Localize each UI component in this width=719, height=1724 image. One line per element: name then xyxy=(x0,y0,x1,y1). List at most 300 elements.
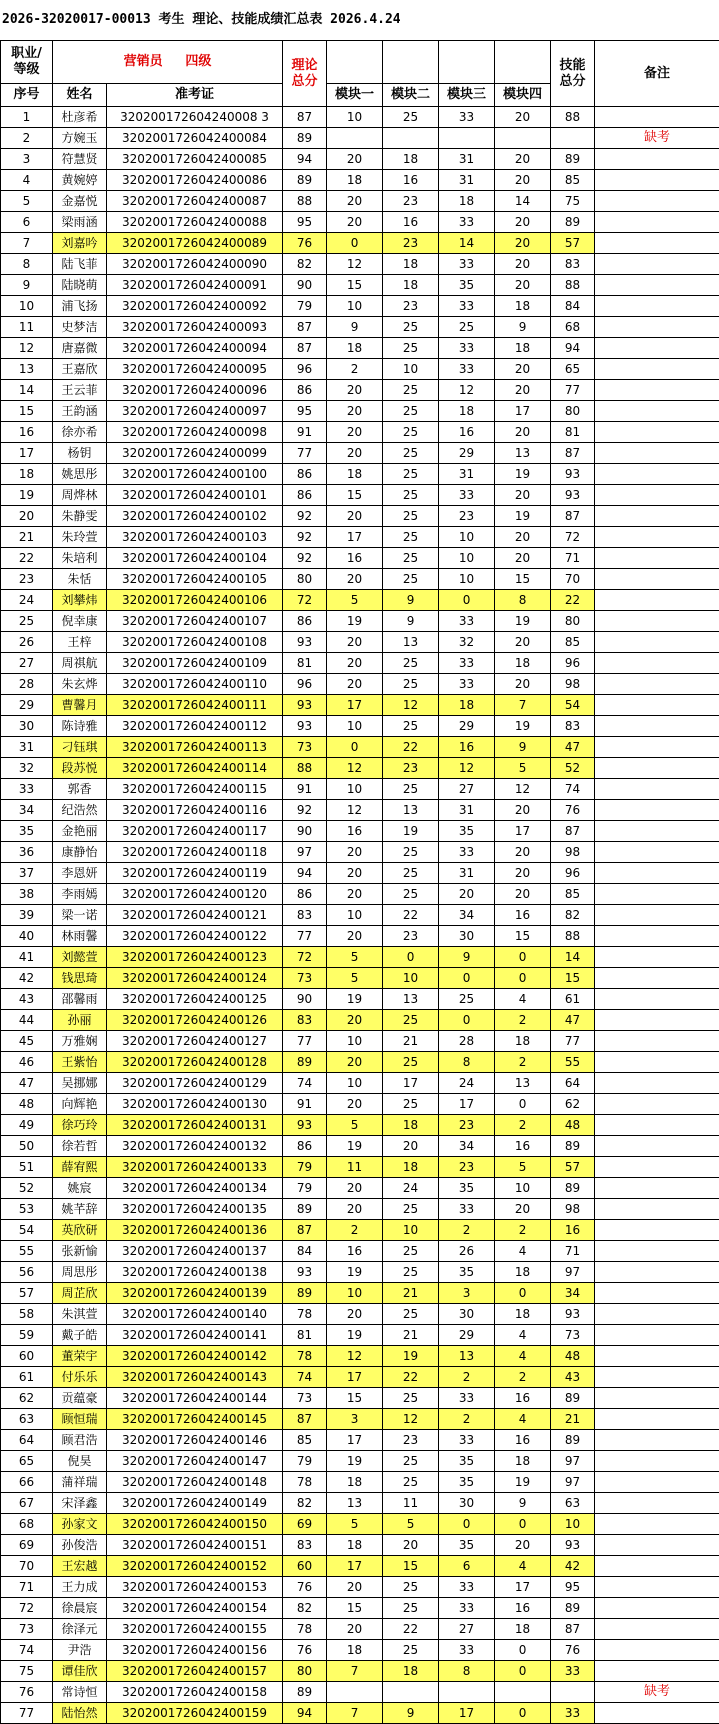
table-row xyxy=(1,1556,719,1577)
module4-cell: 16 xyxy=(495,1388,551,1409)
module1-cell: 5 xyxy=(327,947,383,968)
exam-id-cell: 3202001726042400084 xyxy=(107,128,283,149)
exam-id-cell: 3202001726042400147 xyxy=(107,1451,283,1472)
module3-cell: 0 xyxy=(439,1010,495,1031)
module3-cell: 31 xyxy=(439,800,495,821)
module4-cell: 2 xyxy=(495,1010,551,1031)
remark-header: 备注 xyxy=(595,41,719,107)
remark-cell xyxy=(595,1241,719,1262)
name-cell: 常诗恒 xyxy=(53,1682,107,1703)
table-row xyxy=(1,359,719,380)
module2-cell: 5 xyxy=(383,1514,439,1535)
module2-cell: 22 xyxy=(383,737,439,758)
exam-id-cell: 3202001726042400121 xyxy=(107,905,283,926)
module3-cell: 10 xyxy=(439,548,495,569)
theory-cell: 77 xyxy=(283,443,327,464)
name-cell: 刘攀炜 xyxy=(53,590,107,611)
module4-cell: 20 xyxy=(495,233,551,254)
table-row xyxy=(1,1640,719,1661)
module2-cell: 9 xyxy=(383,590,439,611)
seq-cell: 72 xyxy=(1,1598,53,1619)
exam-id-cell: 3202001726042400122 xyxy=(107,926,283,947)
theory-cell: 88 xyxy=(283,758,327,779)
skill-cell: 68 xyxy=(551,317,595,338)
name-cell: 王宏越 xyxy=(53,1556,107,1577)
remark-cell xyxy=(595,779,719,800)
remark-cell xyxy=(595,317,719,338)
name-cell: 刘懿萱 xyxy=(53,947,107,968)
remark-cell xyxy=(595,926,719,947)
table-row xyxy=(1,695,719,716)
seq-cell: 30 xyxy=(1,716,53,737)
skill-cell: 21 xyxy=(551,1409,595,1430)
remark-cell xyxy=(595,695,719,716)
name-cell: 周烨林 xyxy=(53,485,107,506)
module4-cell: 4 xyxy=(495,1346,551,1367)
seq-cell: 61 xyxy=(1,1367,53,1388)
remark-cell xyxy=(595,1052,719,1073)
theory-cell: 72 xyxy=(283,947,327,968)
remark-cell xyxy=(595,506,719,527)
exam-id-cell: 3202001726042400145 xyxy=(107,1409,283,1430)
module3-cell: 33 xyxy=(439,842,495,863)
name-cell: 朱玲萱 xyxy=(53,527,107,548)
module2-cell: 19 xyxy=(383,821,439,842)
module4-cell: 19 xyxy=(495,611,551,632)
skill-cell: 82 xyxy=(551,905,595,926)
module2-cell: 12 xyxy=(383,695,439,716)
module2-cell: 13 xyxy=(383,800,439,821)
exam-id-cell: 3202001726042400087 xyxy=(107,191,283,212)
exam-id-cell: 3202001726042400086 xyxy=(107,170,283,191)
name-cell: 朱玄烨 xyxy=(53,674,107,695)
module2-cell: 25 xyxy=(383,1199,439,1220)
exam-id-cell: 3202001726042400126 xyxy=(107,1010,283,1031)
module1-cell: 5 xyxy=(327,1514,383,1535)
module1-cell: 19 xyxy=(327,1451,383,1472)
name-cell: 梁一诺 xyxy=(53,905,107,926)
name-cell: 王梓 xyxy=(53,632,107,653)
seq-cell: 34 xyxy=(1,800,53,821)
seq-cell: 51 xyxy=(1,1157,53,1178)
exam-id-cell: 3202001726042400094 xyxy=(107,338,283,359)
table-row xyxy=(1,1346,719,1367)
module3-cell: 33 xyxy=(439,1430,495,1451)
module4-cell: 0 xyxy=(495,1661,551,1682)
theory-cell: 78 xyxy=(283,1619,327,1640)
theory-cell: 74 xyxy=(283,1367,327,1388)
theory-cell: 95 xyxy=(283,401,327,422)
seq-cell: 12 xyxy=(1,338,53,359)
remark-cell xyxy=(595,380,719,401)
exam-id-cell: 3202001726042400107 xyxy=(107,611,283,632)
module4-cell: 2 xyxy=(495,1052,551,1073)
module1-cell: 15 xyxy=(327,485,383,506)
name-cell: 金嘉悦 xyxy=(53,191,107,212)
seq-cell: 46 xyxy=(1,1052,53,1073)
table-row xyxy=(1,716,719,737)
module3-cell: 26 xyxy=(439,1241,495,1262)
remark-cell xyxy=(595,632,719,653)
remark-cell xyxy=(595,275,719,296)
module3-cell: 35 xyxy=(439,1472,495,1493)
table-row xyxy=(1,1493,719,1514)
module4-cell: 7 xyxy=(495,695,551,716)
skill-cell: 89 xyxy=(551,1388,595,1409)
skill-cell: 98 xyxy=(551,842,595,863)
module4-cell: 20 xyxy=(495,1199,551,1220)
name-cell: 徐泽元 xyxy=(53,1619,107,1640)
seq-cell: 11 xyxy=(1,317,53,338)
table-row xyxy=(1,926,719,947)
module1-cell: 16 xyxy=(327,548,383,569)
exam-id-cell: 320200172604240008 3 xyxy=(107,107,283,128)
remark-cell xyxy=(595,863,719,884)
exam-id-cell: 3202001726042400156 xyxy=(107,1640,283,1661)
name-cell: 向辉艳 xyxy=(53,1094,107,1115)
theory-cell: 73 xyxy=(283,968,327,989)
module2-cell: 25 xyxy=(383,569,439,590)
module2-cell: 25 xyxy=(383,422,439,443)
name-cell: 徐亦希 xyxy=(53,422,107,443)
module4-cell: 4 xyxy=(495,1241,551,1262)
theory-cell: 74 xyxy=(283,1073,327,1094)
table-row xyxy=(1,1178,719,1199)
name-cell: 付乐乐 xyxy=(53,1367,107,1388)
module1-cell: 19 xyxy=(327,611,383,632)
seq-cell: 77 xyxy=(1,1703,53,1724)
seq-cell: 2 xyxy=(1,128,53,149)
module1-cell: 16 xyxy=(327,1241,383,1262)
module2-cell: 15 xyxy=(383,1556,439,1577)
name-cell: 王嘉欣 xyxy=(53,359,107,380)
skill-cell: 98 xyxy=(551,674,595,695)
skill-cell: 93 xyxy=(551,485,595,506)
module4-cell: 20 xyxy=(495,422,551,443)
remark-cell xyxy=(595,401,719,422)
module1-cell: 20 xyxy=(327,569,383,590)
module2-cell: 25 xyxy=(383,317,439,338)
module1-cell: 17 xyxy=(327,1556,383,1577)
seq-cell: 66 xyxy=(1,1472,53,1493)
module1-cell: 20 xyxy=(327,1052,383,1073)
table-row xyxy=(1,1157,719,1178)
module1-cell: 15 xyxy=(327,1388,383,1409)
remark-cell xyxy=(595,1430,719,1451)
module2-cell: 21 xyxy=(383,1031,439,1052)
seq-header: 序号 xyxy=(1,84,53,107)
module4-cell: 20 xyxy=(495,485,551,506)
table-row xyxy=(1,1199,719,1220)
theory-cell: 93 xyxy=(283,716,327,737)
name-cell: 谭佳欣 xyxy=(53,1661,107,1682)
remark-cell xyxy=(595,1703,719,1724)
name-cell: 李雨嫣 xyxy=(53,884,107,905)
module2-cell: 22 xyxy=(383,905,439,926)
table-row xyxy=(1,254,719,275)
module4-cell: 9 xyxy=(495,737,551,758)
remark-cell xyxy=(595,1031,719,1052)
module1-cell: 7 xyxy=(327,1703,383,1724)
theory-cell: 86 xyxy=(283,611,327,632)
module3-cell: 17 xyxy=(439,1703,495,1724)
module1-cell: 18 xyxy=(327,338,383,359)
module1-cell: 20 xyxy=(327,191,383,212)
module1-cell: 18 xyxy=(327,1472,383,1493)
name-cell: 吴挪娜 xyxy=(53,1073,107,1094)
skill-cell: 80 xyxy=(551,611,595,632)
seq-cell: 62 xyxy=(1,1388,53,1409)
module2-cell: 13 xyxy=(383,989,439,1010)
skill-cell: 55 xyxy=(551,1052,595,1073)
module3-cell: 33 xyxy=(439,1199,495,1220)
module1-cell: 11 xyxy=(327,1157,383,1178)
table-row xyxy=(1,674,719,695)
exam-id-cell: 3202001726042400112 xyxy=(107,716,283,737)
skill-cell: 81 xyxy=(551,422,595,443)
exam-id-cell: 3202001726042400135 xyxy=(107,1199,283,1220)
skill-cell: 71 xyxy=(551,548,595,569)
name-cell: 万雅娴 xyxy=(53,1031,107,1052)
theory-cell: 93 xyxy=(283,1115,327,1136)
module2-cell: 12 xyxy=(383,1409,439,1430)
module1-cell: 20 xyxy=(327,422,383,443)
theory-cell: 92 xyxy=(283,548,327,569)
module1-cell: 18 xyxy=(327,1535,383,1556)
exam-id-cell: 3202001726042400109 xyxy=(107,653,283,674)
remark-cell xyxy=(595,212,719,233)
skill-cell: 73 xyxy=(551,1325,595,1346)
module1-cell: 12 xyxy=(327,1346,383,1367)
skill-cell: 22 xyxy=(551,590,595,611)
remark-cell xyxy=(595,422,719,443)
remark-cell: 缺考 xyxy=(595,1682,719,1703)
remark-cell xyxy=(595,1136,719,1157)
seq-cell: 7 xyxy=(1,233,53,254)
exam-id-cell: 3202001726042400141 xyxy=(107,1325,283,1346)
module1-cell: 18 xyxy=(327,464,383,485)
module2-cell: 21 xyxy=(383,1325,439,1346)
module1-cell: 15 xyxy=(327,275,383,296)
module4-cell: 17 xyxy=(495,821,551,842)
skill-cell: 80 xyxy=(551,401,595,422)
seq-cell: 29 xyxy=(1,695,53,716)
theory-cell: 89 xyxy=(283,1199,327,1220)
module3-cell: 28 xyxy=(439,1031,495,1052)
seq-cell: 21 xyxy=(1,527,53,548)
remark-cell xyxy=(595,1157,719,1178)
module1-cell: 0 xyxy=(327,233,383,254)
seq-cell: 6 xyxy=(1,212,53,233)
module1-cell: 10 xyxy=(327,1031,383,1052)
theory-cell: 79 xyxy=(283,1178,327,1199)
table-row xyxy=(1,947,719,968)
remark-cell xyxy=(595,149,719,170)
module3-cell: 16 xyxy=(439,422,495,443)
module2-cell: 25 xyxy=(383,1304,439,1325)
seq-cell: 70 xyxy=(1,1556,53,1577)
theory-cell: 69 xyxy=(283,1514,327,1535)
module2-cell: 20 xyxy=(383,1136,439,1157)
module2-cell: 20 xyxy=(383,1535,439,1556)
module1-cell: 10 xyxy=(327,1073,383,1094)
module4-cell: 20 xyxy=(495,380,551,401)
module1-cell: 3 xyxy=(327,1409,383,1430)
module1-header: 模块一 xyxy=(327,84,383,107)
exam-id-cell: 3202001726042400103 xyxy=(107,527,283,548)
module1-cell: 15 xyxy=(327,1598,383,1619)
theory-cell: 95 xyxy=(283,212,327,233)
seq-cell: 69 xyxy=(1,1535,53,1556)
skill-cell: 34 xyxy=(551,1283,595,1304)
module3-cell: 18 xyxy=(439,191,495,212)
exam-id-cell: 3202001726042400096 xyxy=(107,380,283,401)
name-cell: 周芷欣 xyxy=(53,1283,107,1304)
exam-id-cell: 3202001726042400088 xyxy=(107,212,283,233)
skill-cell: 89 xyxy=(551,1430,595,1451)
module3-cell: 33 xyxy=(439,1640,495,1661)
skill-cell: 96 xyxy=(551,653,595,674)
seq-cell: 31 xyxy=(1,737,53,758)
module1-cell: 20 xyxy=(327,1304,383,1325)
seq-cell: 24 xyxy=(1,590,53,611)
module1-cell: 20 xyxy=(327,212,383,233)
table-row xyxy=(1,1094,719,1115)
name-cell: 张新愉 xyxy=(53,1241,107,1262)
theory-cell: 87 xyxy=(283,338,327,359)
theory-cell: 89 xyxy=(283,1682,327,1703)
name-cell: 陆晓萌 xyxy=(53,275,107,296)
theory-total-header: 理论 总分 xyxy=(283,41,327,107)
skill-cell: 88 xyxy=(551,275,595,296)
module3-cell: 20 xyxy=(439,884,495,905)
remark-cell xyxy=(595,1010,719,1031)
seq-cell: 73 xyxy=(1,1619,53,1640)
table-row xyxy=(1,296,719,317)
module1-cell: 10 xyxy=(327,296,383,317)
seq-cell: 37 xyxy=(1,863,53,884)
module1-cell: 5 xyxy=(327,968,383,989)
module1-cell: 20 xyxy=(327,1199,383,1220)
table-row xyxy=(1,338,719,359)
module2-cell: 25 xyxy=(383,1094,439,1115)
module2-cell: 25 xyxy=(383,1010,439,1031)
remark-cell xyxy=(595,1451,719,1472)
seq-cell: 20 xyxy=(1,506,53,527)
theory-cell: 73 xyxy=(283,1388,327,1409)
module3-cell: 29 xyxy=(439,716,495,737)
exam-id-cell: 3202001726042400115 xyxy=(107,779,283,800)
seq-cell: 60 xyxy=(1,1346,53,1367)
table-row xyxy=(1,1409,719,1430)
table-row xyxy=(1,1262,719,1283)
name-cell: 孙俊浩 xyxy=(53,1535,107,1556)
table-row xyxy=(1,1661,719,1682)
exam-id-cell: 3202001726042400146 xyxy=(107,1430,283,1451)
exam-id-cell: 3202001726042400120 xyxy=(107,884,283,905)
remark-cell xyxy=(595,1556,719,1577)
theory-cell: 87 xyxy=(283,1220,327,1241)
module2-cell: 25 xyxy=(383,443,439,464)
seq-cell: 47 xyxy=(1,1073,53,1094)
remark-cell xyxy=(595,1535,719,1556)
skill-cell: 97 xyxy=(551,1262,595,1283)
module2-cell: 25 xyxy=(383,842,439,863)
module4-cell: 20 xyxy=(495,212,551,233)
module4-cell: 0 xyxy=(495,968,551,989)
module3-cell: 27 xyxy=(439,779,495,800)
module3-header: 模块三 xyxy=(439,84,495,107)
exam-id-cell: 3202001726042400129 xyxy=(107,1073,283,1094)
theory-cell: 92 xyxy=(283,506,327,527)
seq-cell: 54 xyxy=(1,1220,53,1241)
skill-cell: 70 xyxy=(551,569,595,590)
seq-cell: 75 xyxy=(1,1661,53,1682)
module3-cell: 14 xyxy=(439,233,495,254)
name-cell: 钱思琦 xyxy=(53,968,107,989)
remark-cell xyxy=(595,1073,719,1094)
name-cell: 梁雨涵 xyxy=(53,212,107,233)
module3-cell: 35 xyxy=(439,275,495,296)
name-cell: 倪昊 xyxy=(53,1451,107,1472)
module1-cell: 20 xyxy=(327,443,383,464)
module1-cell: 19 xyxy=(327,1325,383,1346)
skill-cell: 83 xyxy=(551,254,595,275)
remark-cell xyxy=(595,1619,719,1640)
module2-cell: 23 xyxy=(383,233,439,254)
remark-cell xyxy=(595,1661,719,1682)
name-cell: 康静怡 xyxy=(53,842,107,863)
theory-cell: 91 xyxy=(283,1094,327,1115)
seq-cell: 65 xyxy=(1,1451,53,1472)
name-cell: 英欣研 xyxy=(53,1220,107,1241)
seq-cell: 74 xyxy=(1,1640,53,1661)
module4-cell xyxy=(495,1682,551,1703)
table-row xyxy=(1,422,719,443)
theory-cell: 79 xyxy=(283,1157,327,1178)
skill-cell: 72 xyxy=(551,527,595,548)
seq-cell: 58 xyxy=(1,1304,53,1325)
exam-id-cell: 3202001726042400113 xyxy=(107,737,283,758)
exam-id-cell: 3202001726042400118 xyxy=(107,842,283,863)
module1-cell: 20 xyxy=(327,1010,383,1031)
skill-cell: 47 xyxy=(551,1010,595,1031)
seq-cell: 56 xyxy=(1,1262,53,1283)
module3-cell: 10 xyxy=(439,569,495,590)
module2-cell: 25 xyxy=(383,884,439,905)
seq-cell: 1 xyxy=(1,107,53,128)
module1-cell: 17 xyxy=(327,1367,383,1388)
name-cell: 王力成 xyxy=(53,1577,107,1598)
exam-id-cell: 3202001726042400093 xyxy=(107,317,283,338)
table-row xyxy=(1,485,719,506)
module3-cell: 33 xyxy=(439,107,495,128)
skill-cell: 87 xyxy=(551,443,595,464)
theory-cell: 76 xyxy=(283,1640,327,1661)
skill-cell: 98 xyxy=(551,1199,595,1220)
module2-cell: 25 xyxy=(383,674,439,695)
table-row xyxy=(1,1451,719,1472)
module4-cell: 18 xyxy=(495,1304,551,1325)
remark-cell xyxy=(595,548,719,569)
module2-cell: 17 xyxy=(383,1073,439,1094)
module4-cell: 20 xyxy=(495,359,551,380)
exam-id-cell: 3202001726042400144 xyxy=(107,1388,283,1409)
skill-cell: 16 xyxy=(551,1220,595,1241)
table-row xyxy=(1,1073,719,1094)
table-row xyxy=(1,821,719,842)
module3-cell xyxy=(439,1682,495,1703)
